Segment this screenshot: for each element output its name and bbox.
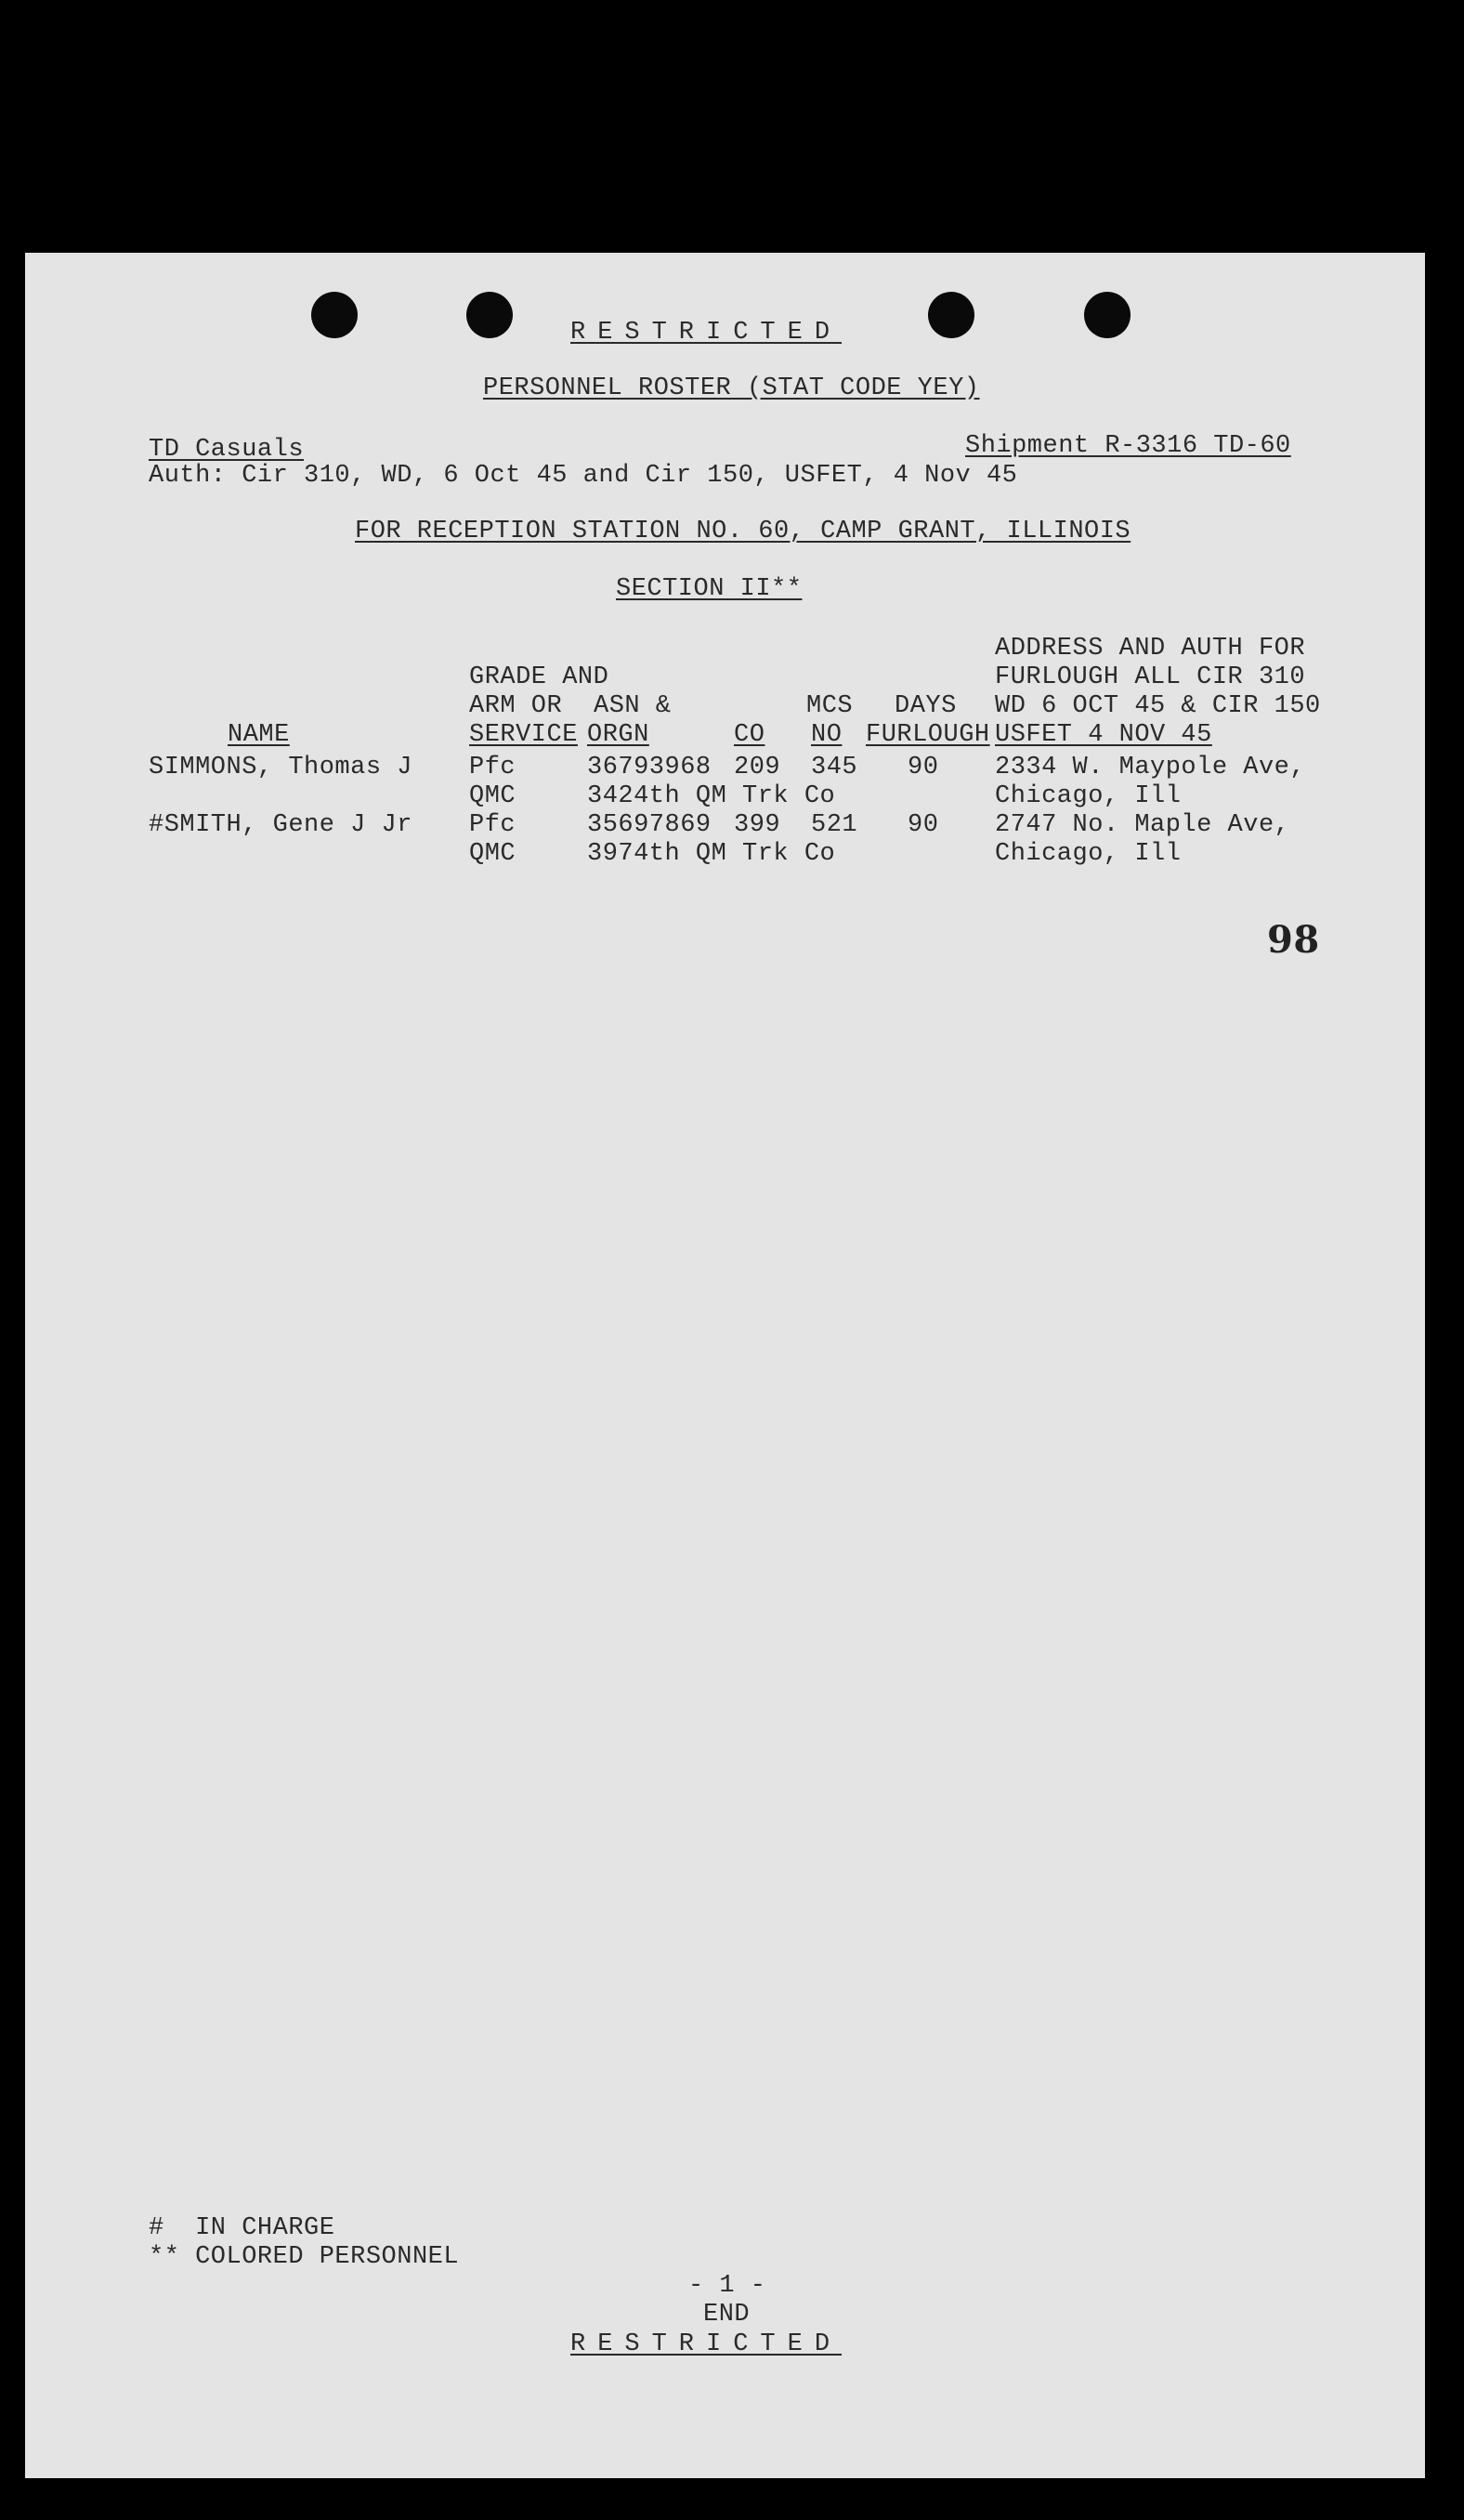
col-header-addr-1: ADDRESS AND AUTH FOR [995,635,1306,663]
destination-line: FOR RECEPTION STATION NO. 60, CAMP GRANT, ILLINOIS [355,518,1131,545]
row-address-1: 2334 W. Maypole Ave, [995,754,1306,781]
row-days: 90 [908,811,939,839]
col-header-co: CO [734,721,765,749]
row-address-2: Chicago, Ill [995,840,1182,868]
punch-hole-2 [466,292,513,338]
section-label: SECTION II** [616,575,803,603]
unit-label: TD Casuals [149,436,305,464]
footnote-colored-personnel: ** COLORED PERSONNEL [149,2243,460,2271]
col-header-addr-4: USFET 4 NOV 45 [995,721,1212,749]
col-header-addr-3: WD 6 OCT 45 & CIR 150 [995,692,1321,720]
row-mcs: 521 [811,811,858,839]
shipment-label: Shipment R-3316 TD-60 [965,432,1291,460]
page-mark-number: 98 [1267,918,1320,962]
punch-hole-1 [311,292,358,338]
row-orgn: 3424th QM Trk Co [587,782,836,810]
col-header-asn-2: ORGN [587,721,649,749]
document-page [25,253,1425,2478]
row-address-2: Chicago, Ill [995,782,1182,810]
page-number: - 1 - [688,2272,766,2300]
col-header-name: NAME [228,721,290,749]
col-header-asn-1: ASN & [594,692,672,720]
row-address-1: 2747 No. Maple Ave, [995,811,1290,839]
row-mcs: 345 [811,754,858,781]
row-service: QMC [469,782,516,810]
row-co: 399 [734,811,781,839]
document-title: PERSONNEL ROSTER (STAT CODE YEY) [483,374,980,402]
row-grade: Pfc [469,811,516,839]
end-mark: END [703,2301,751,2329]
col-header-grade-3: SERVICE [469,721,578,749]
row-orgn: 3974th QM Trk Co [587,840,836,868]
punch-hole-3 [928,292,974,338]
col-header-days-2: FURLOUGH [866,721,990,749]
row-service: QMC [469,840,516,868]
table-row [25,753,1425,812]
classification-bottom: RESTRICTED [570,2330,843,2358]
table-row [25,810,1425,870]
authority-line: Auth: Cir 310, WD, 6 Oct 45 and Cir 150, USFET, 4 Nov 45 [149,462,1018,490]
row-name: SIMMONS, Thomas J [149,754,412,781]
col-header-mcs-1: MCS [806,692,854,720]
col-header-days-1: DAYS [895,692,957,720]
row-days: 90 [908,754,939,781]
punch-hole-4 [1084,292,1131,338]
row-grade: Pfc [469,754,516,781]
footnote-in-charge: # IN CHARGE [149,2214,335,2242]
classification-top: RESTRICTED [570,319,843,347]
row-co: 209 [734,754,781,781]
row-asn: 35697869 [587,811,712,839]
row-asn: 36793968 [587,754,712,781]
col-header-grade-1: GRADE AND [469,663,609,691]
row-name: #SMITH, Gene J Jr [149,811,412,839]
col-header-addr-2: FURLOUGH ALL CIR 310 [995,663,1306,691]
col-header-mcs-2: NO [811,721,843,749]
col-header-grade-2: ARM OR [469,692,563,720]
